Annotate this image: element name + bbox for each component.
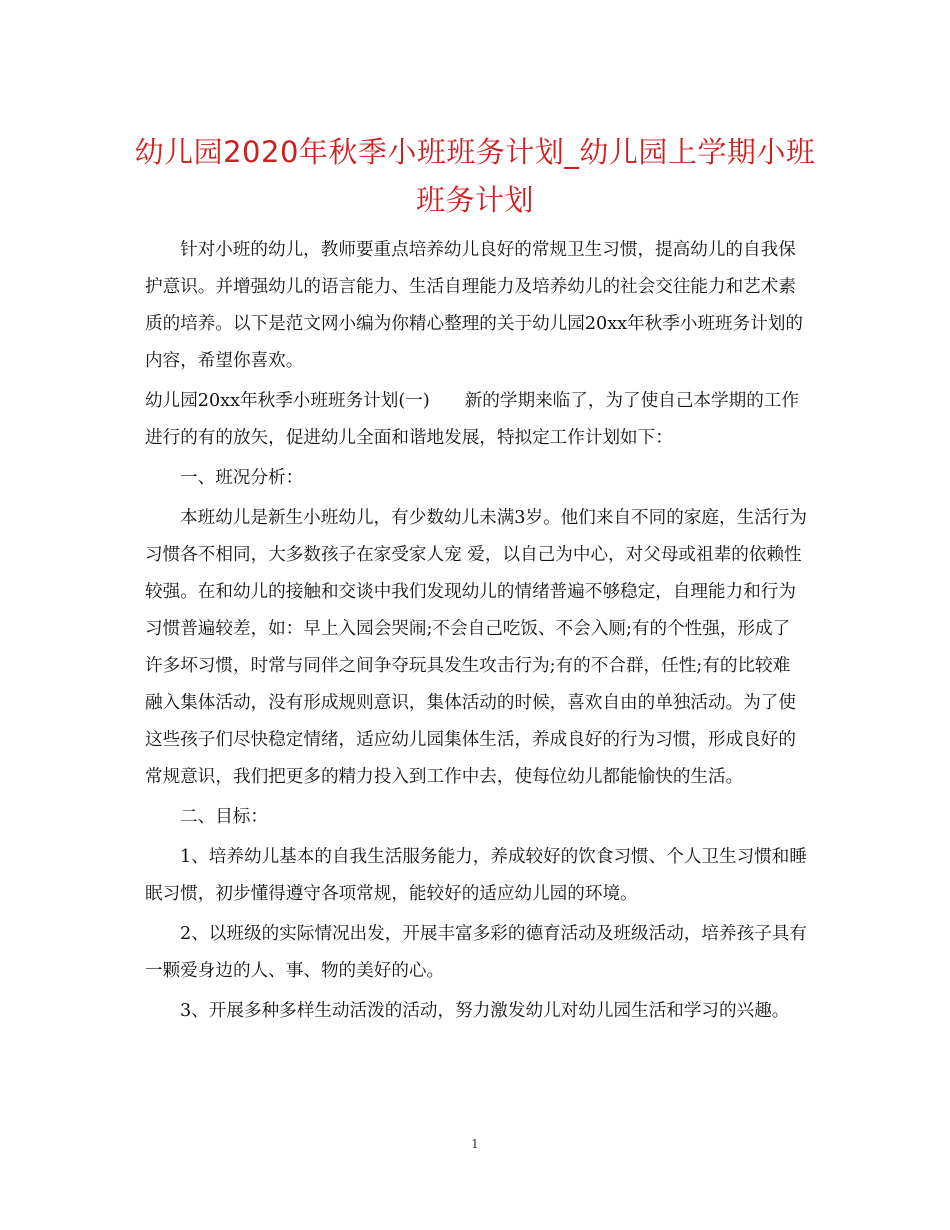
goal-item: 2、以班级的实际情况出发，开展丰富多彩的德育活动及班级活动，培养孩子具有一颗爱身边的人、事、物的美好的心。 <box>145 924 807 981</box>
section-heading-class-analysis: 一、班况分析： <box>180 468 304 488</box>
intro-paragraph: 针对小班的幼儿，教师要重点培养幼儿良好的常规卫生习惯，提高幼儿的自我保护意识。并增强幼儿的语言能力、生活自理能力及培养幼儿的社会交往能力和艺术素质的培养。以下是范文网小编为你精心整理的关于幼儿园20xx年秋季小班班务计划的内容，希望你喜欢。 <box>145 240 804 371</box>
class-analysis-paragraph: 本班幼儿是新生小班幼儿，有少数幼儿未满3岁。他们来自不同的家庭，生活行为习惯各不相同，大多数孩子在家受家人宠 爱，以自己为中心，对父母或祖辈的依赖性较强。在和幼儿的接触和交谈中我们发现幼儿的情绪普遍不够稳定，自理能力和行为习惯普遍较差，如：早上入园会哭闹;不会自己吃饭、不会入厕;有的个性强，形成了许多坏习惯，时常与同伴之间争夺玩具发生攻击行为;有的不合群，任性;有的比较难融入集体活动，没有形成规则意识，集体活动的时候，喜欢自由的单独活动。为了使这些孩子们尽快稳定情绪，适应幼儿园集体生活，养成良好的行为习惯，形成良好的常规意识，我们把更多的精力投入到工作中去，使每位幼儿都能愉快的生活。 <box>145 508 807 787</box>
plan-subheading: 幼儿园20xx年秋季小班班务计划(一) <box>145 391 430 411</box>
document-title: 幼儿园2020年秋季小班班务计划_幼儿园上学期小班班务计划 <box>134 135 816 217</box>
goal-item: 1、培养幼儿基本的自我生活服务能力，养成较好的饮食习惯、个人卫生习惯和睡眠习惯，初步懂得遵守各项常规，能较好的适应幼儿园的环境。 <box>145 847 807 904</box>
goal-item: 3、开展多种多样生动活泼的活动，努力激发幼儿对幼儿园生活和学习的兴趣。 <box>180 1001 790 1021</box>
document-body <box>145 232 807 1030</box>
section-heading-goals: 二、目标： <box>180 807 268 827</box>
page-number: 1 <box>471 1137 479 1151</box>
subheading-paragraph <box>145 383 807 457</box>
plan-subheading-body: 新的学期来临了，为了使自己本学期的工作进行的有的放矢，促进幼儿全面和谐地发展，特拟定工作计划如下： <box>145 391 799 448</box>
